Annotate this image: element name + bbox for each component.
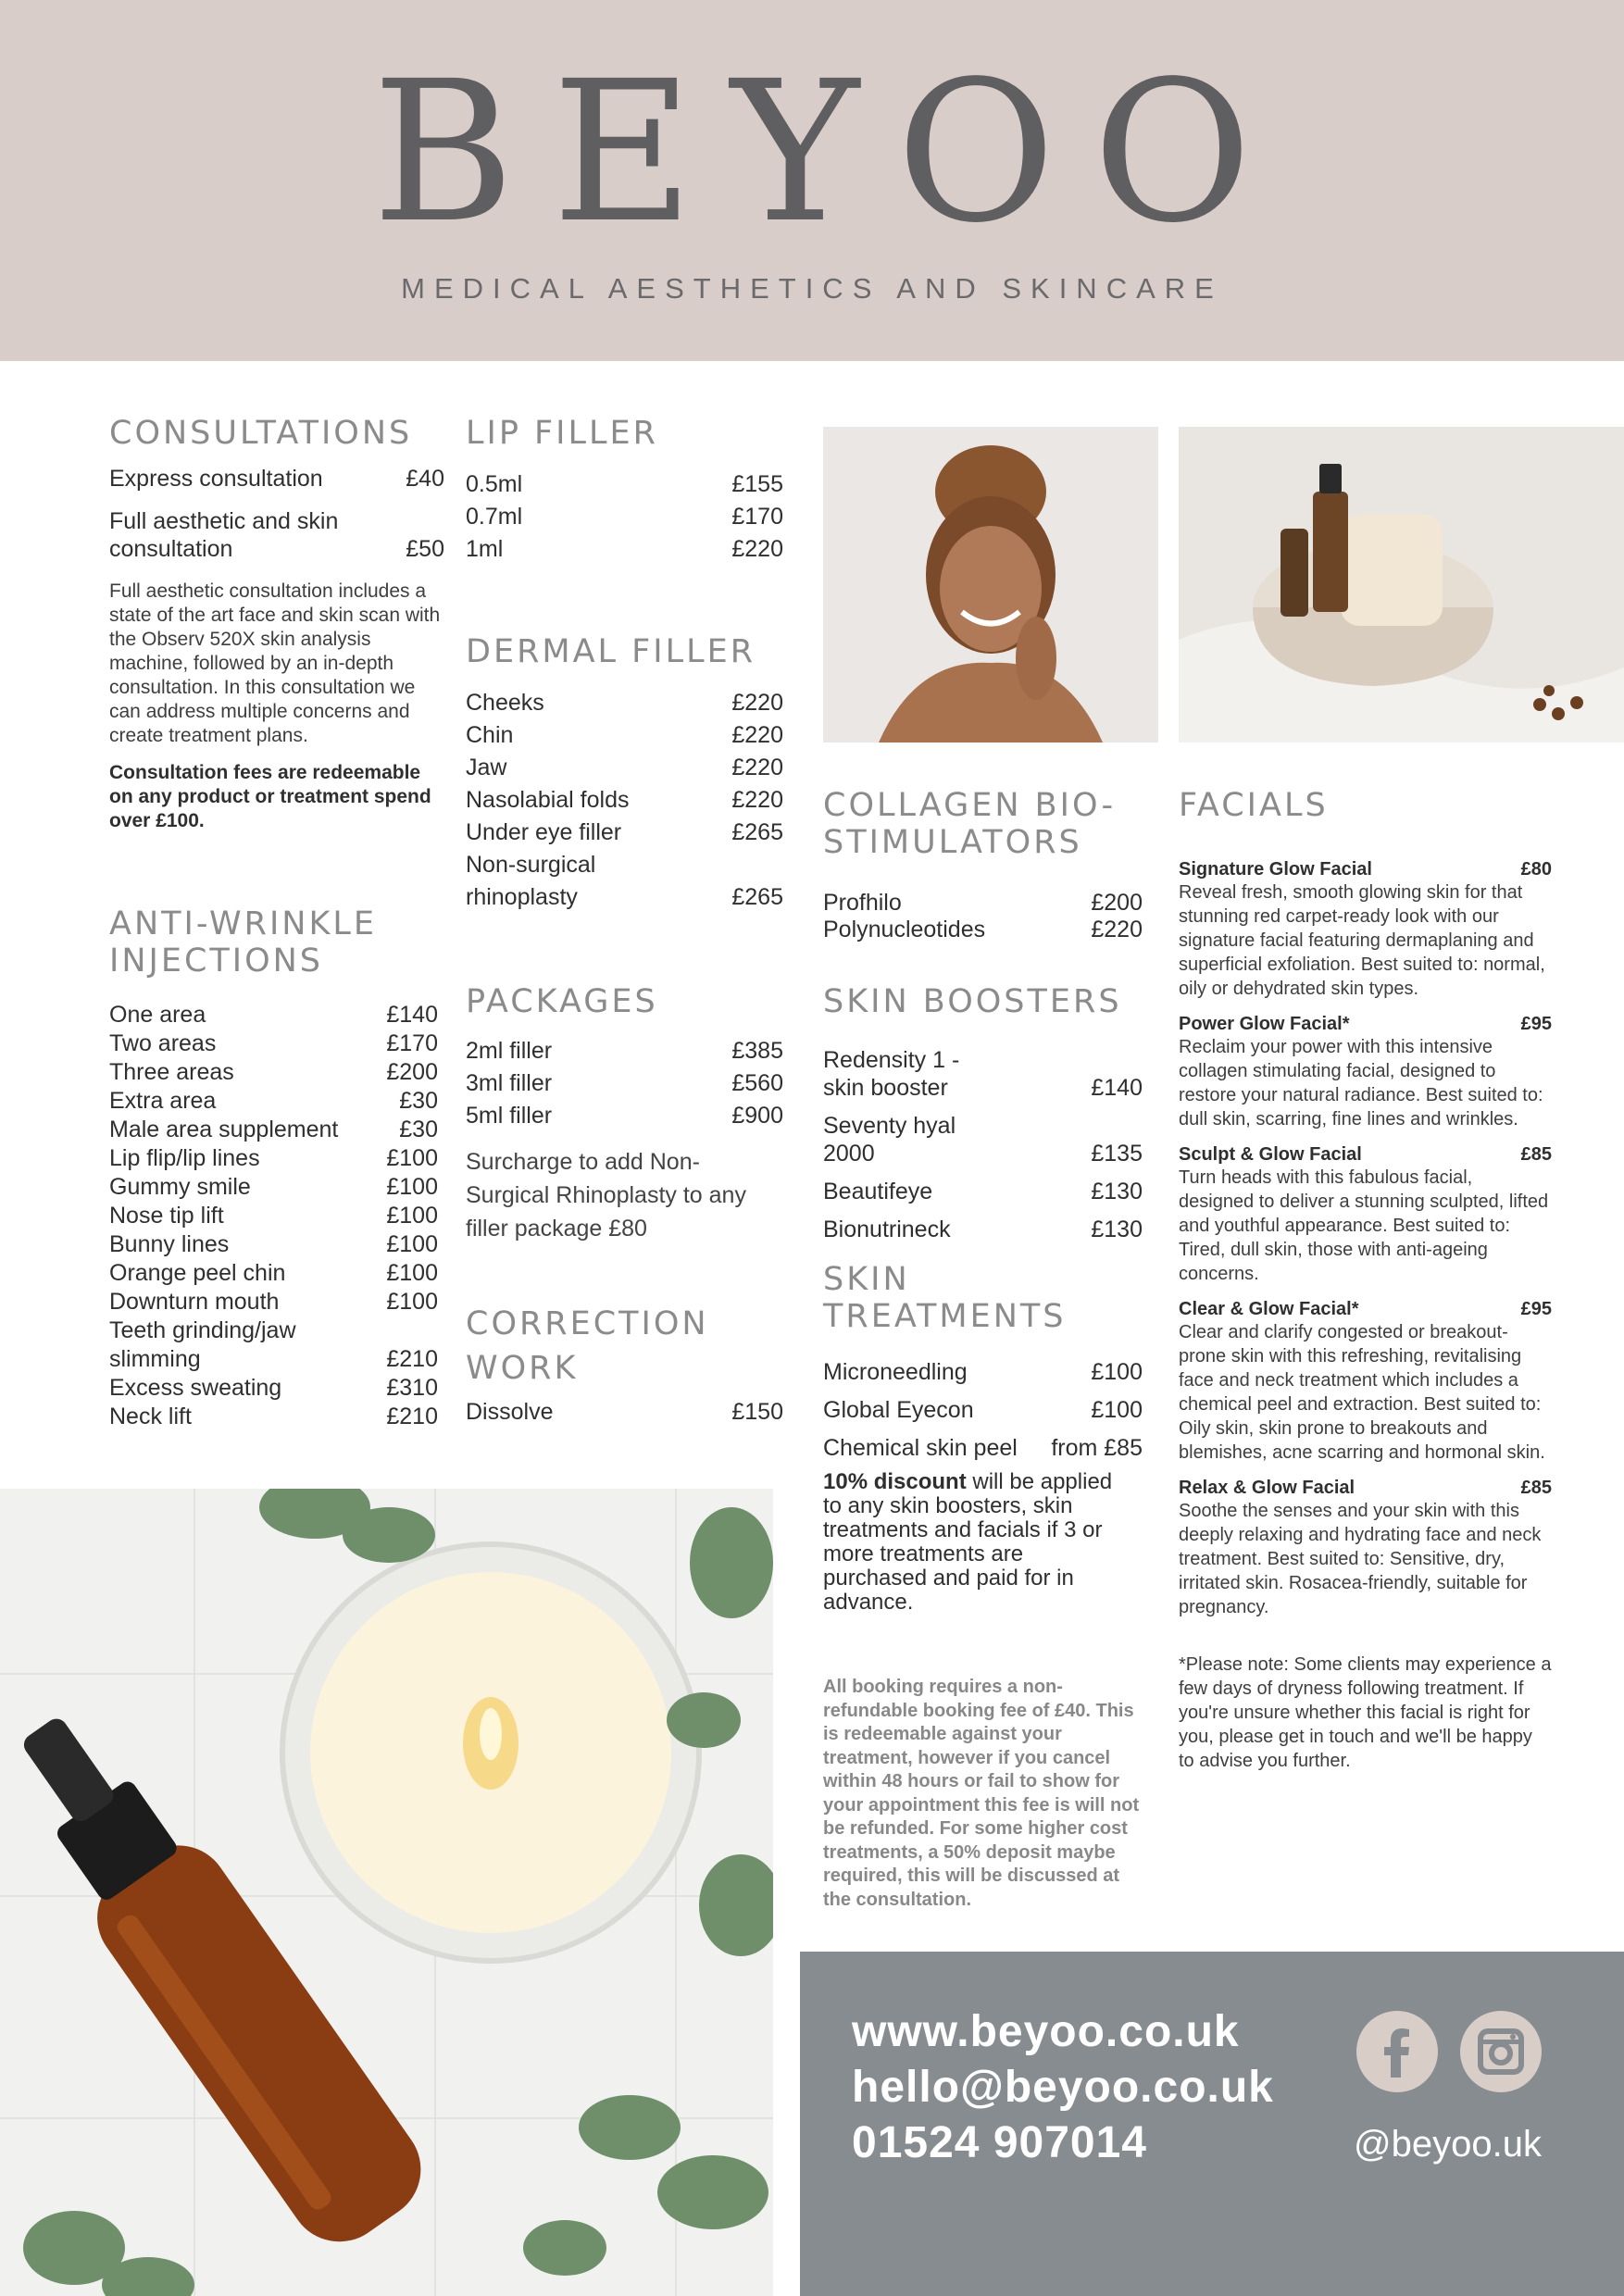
item-label: Downturn mouth [109, 1288, 280, 1315]
facials-section [1179, 787, 1552, 1773]
price-row [109, 1374, 438, 1403]
facial-name: Signature Glow Facial [1179, 859, 1372, 880]
price-row [109, 1029, 438, 1058]
item-label: Bionutrineck [823, 1217, 951, 1243]
item-label: Express consultation [109, 466, 323, 493]
section-title: COLLAGEN BIO-STIMULATORS [823, 787, 1117, 862]
section-title: CORRECTION WORK [466, 1305, 709, 1387]
consultation-note: Consultation fees are redeemable on any product or treatment spend over £100. [109, 762, 431, 832]
item-price: £100 [1091, 1396, 1143, 1423]
website-link[interactable]: www.beyoo.co.uk [852, 2007, 1240, 2056]
item-label: Global Eyecon [823, 1396, 974, 1423]
price-row [466, 849, 783, 914]
item-label: Extra area [109, 1087, 217, 1114]
item-price: £140 [386, 1001, 438, 1028]
facial-item [1179, 859, 1552, 1001]
price-row [109, 1316, 438, 1374]
item-price: £265 [731, 819, 783, 846]
price-row [466, 1396, 783, 1429]
price-row [823, 1112, 1143, 1167]
brand-logo: BEYOO [371, 39, 1290, 266]
price-row [109, 1001, 438, 1029]
lip-filler-list [466, 468, 783, 566]
item-price: £100 [386, 1259, 438, 1286]
item-price: £265 [731, 884, 783, 911]
facial-header [1179, 1014, 1552, 1035]
facials-note: *Please note: Some clients may experience a few days of dryness following treatment. If you're unsure whether this facial is right for you, please get in touch and we'll be happy to advise you further. [1179, 1654, 1552, 1772]
item-price: £150 [731, 1399, 783, 1425]
item-price: £560 [731, 1070, 783, 1097]
contact-block [852, 2004, 1274, 2171]
facial-item [1179, 1144, 1552, 1286]
instagram-icon[interactable] [1460, 2011, 1542, 2092]
section-title: DERMAL FILLER [466, 633, 756, 670]
item-price: £155 [731, 471, 783, 498]
item-label: Cheeks [466, 690, 544, 717]
item-price: £220 [731, 722, 783, 749]
price-row [466, 687, 783, 719]
price-row [823, 1434, 1143, 1462]
section-title: SKIN TREATMENTS [823, 1261, 1067, 1336]
price-row [466, 468, 783, 501]
price-row [823, 917, 1143, 943]
brand-tagline: MEDICAL AESTHETICS AND SKINCARE [401, 272, 1223, 305]
facial-name: Relax & Glow Facial [1179, 1478, 1355, 1499]
item-label: Jaw [466, 755, 507, 781]
item-label: 0.7ml [466, 504, 523, 530]
skin-boosters-section [823, 983, 1143, 1243]
packages-note: Surcharge to add Non-Surgical Rhinoplasty to any filler package £80 [466, 1149, 746, 1242]
item-label: 5ml filler [466, 1103, 553, 1129]
item-label: Teeth grinding/jaw slimming [109, 1316, 296, 1372]
item-price: £100 [386, 1144, 438, 1171]
price-row [109, 1288, 438, 1316]
price-row [823, 1396, 1143, 1424]
facial-name: Power Glow Facial* [1179, 1014, 1350, 1035]
price-row [466, 1035, 783, 1067]
item-price: £210 [386, 1403, 438, 1429]
item-label: Gummy smile [109, 1173, 251, 1200]
dermal-filler-section [466, 633, 783, 914]
facial-description: Reclaim your power with this intensive collagen stimulating facial, designed to restore your natural radiance. Best suited to: dull skin, scarring, fine lines and wrinkles. [1179, 1037, 1543, 1130]
skin-treatments-list [823, 1358, 1143, 1462]
skin-boosters-list [823, 1046, 1143, 1243]
item-price: £220 [731, 787, 783, 814]
item-label: Nasolabial folds [466, 787, 630, 814]
item-label: Redensity 1 - skin booster [823, 1047, 960, 1102]
discount-text: will be applied to any skin boosters, skin treatments and facials if 3 or more treatments are purchased and paid for in advance. [823, 1469, 1113, 1615]
item-label: One area [109, 1001, 206, 1028]
price-row [109, 465, 444, 493]
collagen-list [823, 890, 1143, 943]
price-row [109, 1058, 438, 1087]
item-label: Two areas [109, 1029, 217, 1056]
facial-header [1179, 859, 1552, 880]
facial-header [1179, 1478, 1552, 1499]
item-label: Under eye filler [466, 819, 622, 846]
section-title: ANTI-WRINKLE INJECTIONS [109, 905, 378, 980]
dermal-filler-list [466, 687, 783, 914]
phone-number[interactable]: 01524 907014 [852, 2118, 1147, 2167]
price-row [466, 817, 783, 849]
item-price: £130 [1091, 1217, 1143, 1243]
item-price: from £85 [1051, 1434, 1143, 1461]
price-row [109, 1230, 438, 1259]
facial-price: £80 [1520, 859, 1552, 880]
price-row [823, 1216, 1143, 1243]
item-label: Bunny lines [109, 1230, 230, 1257]
facial-price: £85 [1520, 1144, 1552, 1166]
item-price: £50 [406, 536, 444, 563]
item-price: £100 [386, 1173, 438, 1200]
item-label: Nose tip lift [109, 1202, 224, 1229]
booking-note: All booking requires a non-refundable booking fee of £40. This is redeemable against your treatment, however if you cancel within 48 hours or fail to show for your appointment this fee is will not be refunded. For some higher cost treatments, a 50% deposit maybe required, this will be discussed at the consultation. [823, 1677, 1140, 1910]
item-price: £220 [731, 755, 783, 781]
section-title: SKIN BOOSTERS [823, 983, 1122, 1020]
facial-price: £95 [1520, 1014, 1552, 1035]
item-price: £900 [731, 1103, 783, 1129]
collagen-section [823, 787, 1143, 943]
facials-list [1179, 859, 1552, 1619]
item-price: £220 [731, 536, 783, 563]
item-label: 2ml filler [466, 1038, 553, 1065]
item-label: 1ml [466, 536, 504, 563]
item-label: Three areas [109, 1058, 234, 1085]
facial-header [1179, 1299, 1552, 1320]
price-row [466, 784, 783, 817]
item-label: Male area supplement [109, 1116, 339, 1142]
item-price: £385 [731, 1038, 783, 1065]
item-label: Neck lift [109, 1403, 192, 1429]
price-row [109, 1202, 438, 1230]
price-row [109, 1259, 438, 1288]
facial-item [1179, 1478, 1552, 1619]
item-label: Excess sweating [109, 1374, 282, 1401]
facebook-icon[interactable] [1356, 2011, 1438, 2092]
price-row [109, 1173, 438, 1202]
item-label: Orange peel chin [109, 1259, 286, 1286]
price-row [466, 752, 783, 784]
price-row [823, 1178, 1143, 1205]
facial-description: Soothe the senses and your skin with this deeply relaxing and hydrating face and neck treatment. Best suited to: Sensitive, dry, irritated skin. Rosacea-friendly, suitable for pregnancy. [1179, 1501, 1542, 1618]
item-price: £170 [731, 504, 783, 530]
item-label: 3ml filler [466, 1070, 553, 1097]
price-row [109, 507, 444, 563]
item-label: Chin [466, 722, 514, 749]
item-label: Polynucleotides [823, 916, 986, 942]
correction-section [466, 1302, 783, 1429]
item-price: £100 [1091, 1358, 1143, 1385]
item-label: 0.5ml [466, 471, 523, 498]
item-label: Microneedling [823, 1358, 968, 1385]
anti-wrinkle-section [109, 905, 438, 1431]
section-title: CONSULTATIONS [109, 415, 413, 452]
item-price: £200 [1091, 889, 1143, 916]
facial-price: £85 [1520, 1478, 1552, 1499]
anti-wrinkle-list [109, 1001, 438, 1431]
item-label: Chemical skin peel [823, 1434, 1018, 1461]
facial-description: Turn heads with this fabulous facial, designed to deliver a stunning sculpted, lifted and youthful appearance. Best suited to: Tired, dull skin, those with anti-ageing concerns. [1179, 1167, 1549, 1285]
price-row [823, 1046, 1143, 1102]
price-row [823, 890, 1143, 917]
item-price: £220 [731, 690, 783, 717]
facial-description: Reveal fresh, smooth glowing skin for that stunning red carpet-ready look with our signature facial featuring dermaplaning and superficial exfoliation. Best suited to: normal, oily or dehydrated skin types. [1179, 882, 1545, 1000]
packages-section [466, 983, 783, 1245]
section-title: LIP FILLER [466, 415, 658, 452]
item-price: £100 [386, 1202, 438, 1229]
social-handle[interactable]: @beyoo.uk [1354, 2124, 1542, 2165]
facial-description: Clear and clarify congested or breakout-prone skin with this refreshing, revitalising face and neck treatment which includes a chemical peel and extraction. Best suited to: Oily skin, skin prone to breakouts and blemishes, acne scarring and hormonal skin. [1179, 1322, 1545, 1464]
price-row [466, 719, 783, 752]
price-row [466, 1100, 783, 1132]
item-price: £170 [386, 1029, 438, 1056]
item-label: Dissolve [466, 1399, 554, 1425]
item-price: £310 [386, 1374, 438, 1401]
item-price: £30 [399, 1116, 438, 1142]
facial-price: £95 [1520, 1299, 1552, 1320]
price-row [109, 1144, 438, 1173]
item-label: Profhilo [823, 889, 902, 916]
skin-treatments-section [823, 1261, 1143, 1462]
item-label: Non-surgical rhinoplasty [466, 852, 596, 911]
consultations-section [109, 415, 444, 833]
lip-filler-section [466, 415, 783, 566]
skincare-bowl-photo [1179, 427, 1624, 742]
item-label: Seventy hyal 2000 [823, 1113, 956, 1167]
packages-list [466, 1035, 783, 1132]
price-row [466, 501, 783, 533]
item-label: Full aesthetic and skin consultation [109, 508, 339, 563]
item-price: £200 [386, 1058, 438, 1085]
price-row [109, 1116, 438, 1144]
correction-list [466, 1396, 783, 1429]
item-price: £140 [1091, 1075, 1143, 1102]
email-link[interactable]: hello@beyoo.co.uk [852, 2063, 1274, 2112]
discount-note [823, 1470, 1119, 1615]
section-title: FACIALS [1179, 787, 1329, 824]
facial-item [1179, 1299, 1552, 1465]
section-title: PACKAGES [466, 983, 658, 1020]
item-price: £100 [386, 1230, 438, 1257]
item-label: Lip flip/lip lines [109, 1144, 260, 1171]
candle-serum-photo [0, 1489, 773, 2296]
item-price: £210 [386, 1345, 438, 1372]
discount-bold: 10% discount [823, 1469, 967, 1494]
portrait-photo [823, 427, 1158, 742]
facial-item [1179, 1014, 1552, 1131]
facial-header [1179, 1144, 1552, 1166]
item-price: £100 [386, 1288, 438, 1315]
price-row [109, 1087, 438, 1116]
price-row [466, 1067, 783, 1100]
item-price: £135 [1091, 1141, 1143, 1167]
price-row [823, 1358, 1143, 1386]
item-price: £130 [1091, 1179, 1143, 1205]
item-label: Beautifeye [823, 1179, 933, 1205]
facial-name: Sculpt & Glow Facial [1179, 1144, 1362, 1166]
price-row [109, 1403, 438, 1431]
facial-name: Clear & Glow Facial* [1179, 1299, 1359, 1320]
price-row [466, 533, 783, 566]
consultation-description: Full aesthetic consultation includes a state of the art face and skin scan with the Observ 520X skin analysis machine, followed by an in-depth consultation. In this consultation we can address multiple concerns and create treatment plans. [109, 580, 441, 747]
item-price: £40 [406, 466, 444, 493]
item-price: £220 [1091, 916, 1143, 942]
item-price: £30 [399, 1087, 438, 1114]
